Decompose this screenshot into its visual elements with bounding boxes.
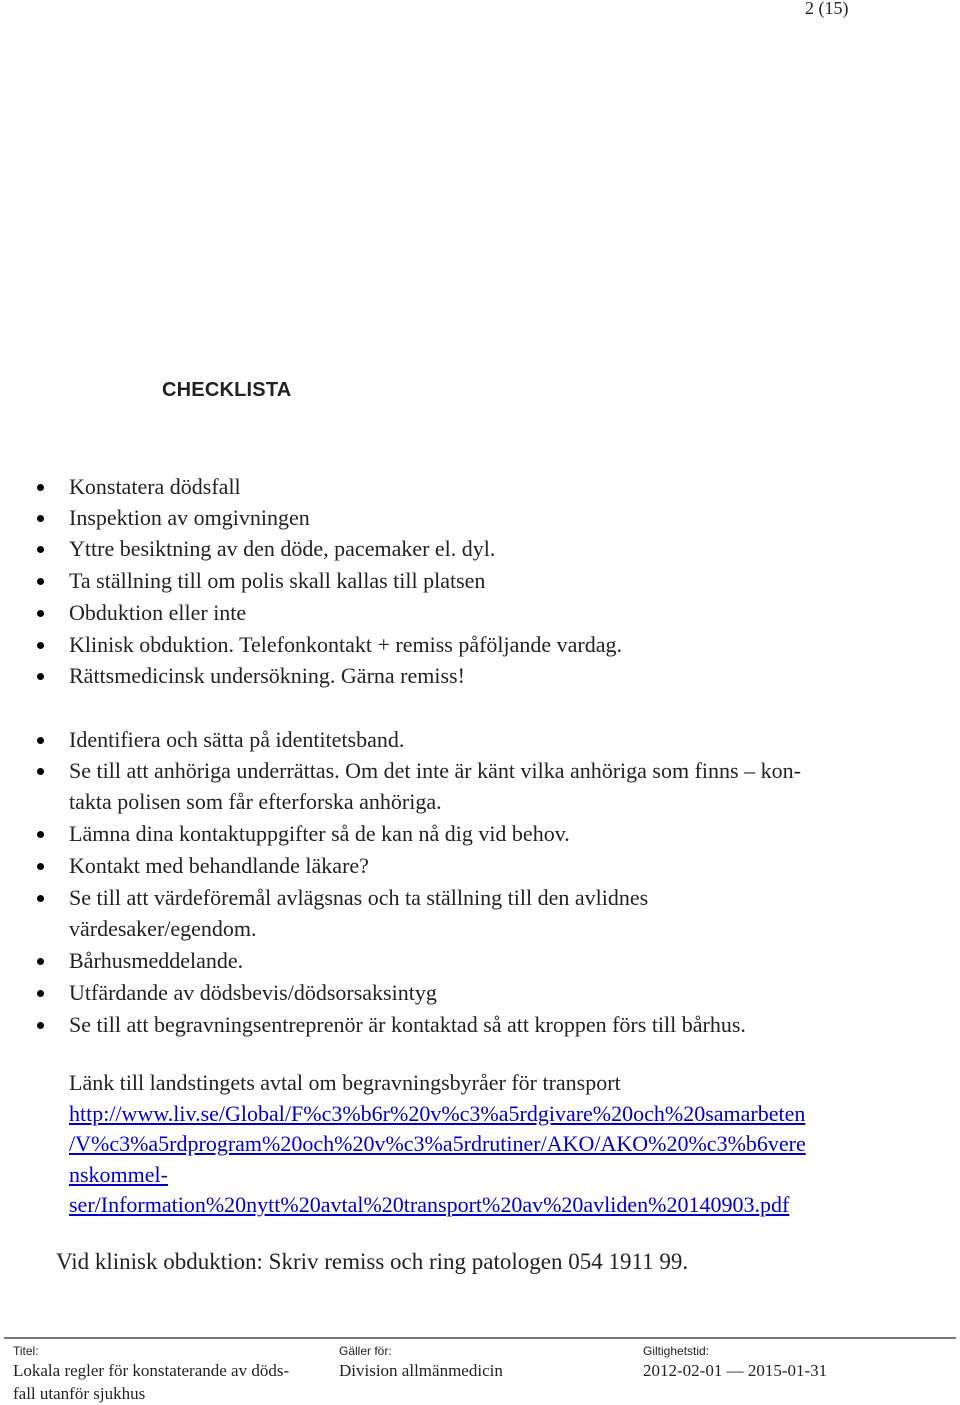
bullet-icon [37, 831, 44, 838]
checklist-item-continuation [69, 786, 442, 817]
link-intro: Länk till landstingets avtal om begravningsbyråer för transport [69, 1070, 621, 1095]
footer-title-line: Lokala regler för konstaterande av döds- [13, 1361, 290, 1380]
checklist-item-text: Ta ställning till om polis skall kallas till platsen [69, 568, 486, 593]
checklist-item [69, 1009, 746, 1040]
bullet-icon [37, 610, 44, 617]
page-heading: CHECKLISTA [162, 379, 292, 401]
checklist-item-text: Konstatera dödsfall [69, 474, 241, 499]
checklist-item [69, 565, 485, 596]
bullet-icon [37, 958, 44, 965]
link-url-line[interactable]: nskommel- [69, 1161, 168, 1187]
checklist-item [69, 660, 465, 691]
checklist-item [69, 755, 801, 786]
link-url-line[interactable]: /V%c3%a5rdprogram%20och%20v%c3%a5rdrutiner/AKO/AKO%20%c3%b6vere [69, 1131, 806, 1157]
link-url-line[interactable]: http://www.liv.se/Global/F%c3%b6r%20v%c3%a5rdgivare%20och%20samarbeten [69, 1101, 806, 1126]
checklist-item-text: värdesaker/egendom. [69, 916, 257, 941]
page-number: 2 (15) [805, 0, 849, 18]
checklist-item [69, 850, 369, 881]
transport-agreement-link[interactable] [69, 1099, 806, 1221]
bullet-icon [37, 1022, 44, 1029]
footer-title-label: Titel: [13, 1344, 39, 1358]
checklist-item-text: Lämna dina kontaktuppgifter så de kan nå dig vid behov. [69, 821, 570, 846]
checklist-item-text: takta polisen som får efterforska anhöriga. [69, 789, 442, 814]
bullet-icon [37, 768, 44, 775]
checklist-item [69, 818, 570, 849]
checklist-item-text: Obduktion eller inte [69, 600, 247, 625]
link-url-line[interactable]: ser/Information%20nytt%20avtal%20transport%20av%20avliden%20140903.pdf [69, 1192, 790, 1218]
checklist-item-text: Klinisk obduktion. Telefonkontakt + remiss påföljande vardag. [69, 632, 623, 657]
bullet-icon [37, 895, 44, 902]
checklist-item-text: Yttre besiktning av den döde, pacemaker el. dyl. [69, 536, 496, 561]
footer-title-line: fall utanför sjukhus [13, 1384, 146, 1403]
footer-divider [4, 1337, 956, 1339]
checklist-item-text: Utfärdande av dödsbevis/dödsorsaksintyg [69, 980, 437, 1005]
bullet-icon [37, 546, 44, 553]
checklist-item-text: Se till att anhöriga underrättas. Om det inte är känt vilka anhöriga som finns – kon- [69, 758, 801, 783]
checklist-item-text: Inspektion av omgivningen [69, 505, 310, 530]
checklist-item-text: Kontakt med behandlande läkare? [69, 853, 369, 878]
obduction-note: Vid klinisk obduktion: Skriv remiss och ring patologen 054 1911 99. [56, 1249, 689, 1274]
footer-applies-value: Division allmänmedicin [339, 1361, 503, 1380]
checklist-item [69, 502, 310, 533]
checklist-item-text: Identifiera och sätta på identitetsband. [69, 727, 405, 752]
checklist-item [69, 597, 246, 628]
bullet-icon [37, 642, 44, 649]
footer-validity-value: 2012-02-01 — 2015-01-31 [643, 1361, 828, 1380]
checklist-item [69, 724, 404, 755]
bullet-icon [37, 578, 44, 585]
bullet-icon [37, 863, 44, 870]
bullet-icon [37, 990, 44, 997]
bullet-icon [37, 673, 44, 680]
checklist-item [69, 977, 437, 1008]
footer-validity-label: Giltighetstid: [643, 1344, 710, 1358]
checklist-item [69, 629, 622, 660]
bullet-icon [37, 484, 44, 491]
checklist-item-text: Rättsmedicinsk undersökning. Gärna remiss! [69, 663, 465, 688]
checklist-item [69, 882, 648, 913]
bullet-icon [37, 515, 44, 522]
checklist-item-continuation [69, 913, 257, 944]
checklist-item [69, 533, 495, 564]
checklist-item-text: Bårhusmeddelande. [69, 948, 244, 973]
checklist-item-text: Se till att värdeföremål avlägsnas och ta ställning till den avlidnes [69, 885, 649, 910]
bullet-icon [37, 737, 44, 744]
footer-applies-label: Gäller för: [339, 1344, 392, 1358]
checklist-item-text: Se till att begravningsentreprenör är kontaktad så att kroppen förs till bårhus. [69, 1012, 746, 1037]
checklist-item [69, 471, 241, 502]
checklist-item [69, 945, 243, 976]
